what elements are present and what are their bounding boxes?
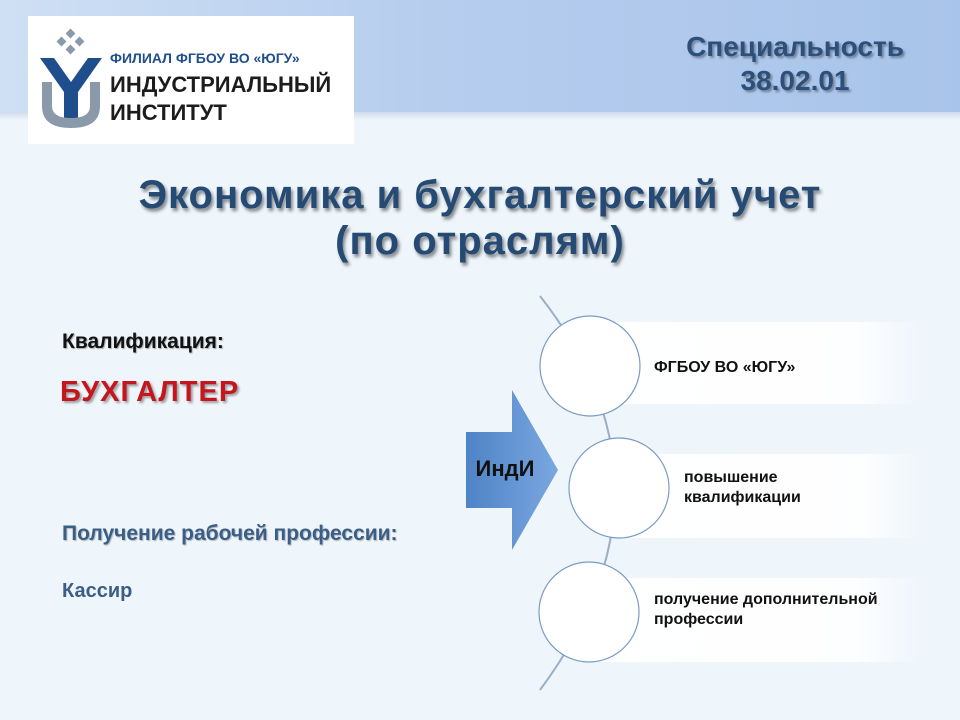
specialty-code: 38.02.01 bbox=[740, 65, 850, 96]
logo-name-line1: ИНДУСТРИАЛЬНЫЙ bbox=[110, 72, 332, 97]
logo-branch-text: ФИЛИАЛ ФГБОУ ВО «ЮГУ» bbox=[110, 50, 300, 66]
diagram-circle-1 bbox=[540, 316, 640, 416]
title-line1: Экономика и бухгалтерский учет bbox=[138, 173, 822, 217]
qualification-value: БУХГАЛТЕР bbox=[60, 376, 240, 408]
arrow-label: ИндИ bbox=[475, 456, 535, 481]
specialty-label: Специальность bbox=[686, 31, 904, 62]
diagram-item-label-3: получение дополнительной профессии bbox=[654, 591, 878, 628]
diagram-item-label-2: повышение квалификации bbox=[684, 469, 801, 506]
logo-name-line2: ИНСТИТУТ bbox=[110, 100, 227, 125]
diagram-circle-2 bbox=[569, 438, 669, 538]
work-profession-label: Получение рабочей профессии: bbox=[62, 522, 398, 545]
qualification-label: Квалификация: bbox=[62, 330, 224, 353]
diagram-circle-3 bbox=[539, 562, 639, 662]
diagram-item-label-1: ФГБОУ ВО «ЮГУ» bbox=[654, 359, 796, 376]
work-profession-value: Кассир bbox=[62, 580, 133, 602]
title-line2: (по отраслям) bbox=[335, 219, 625, 263]
